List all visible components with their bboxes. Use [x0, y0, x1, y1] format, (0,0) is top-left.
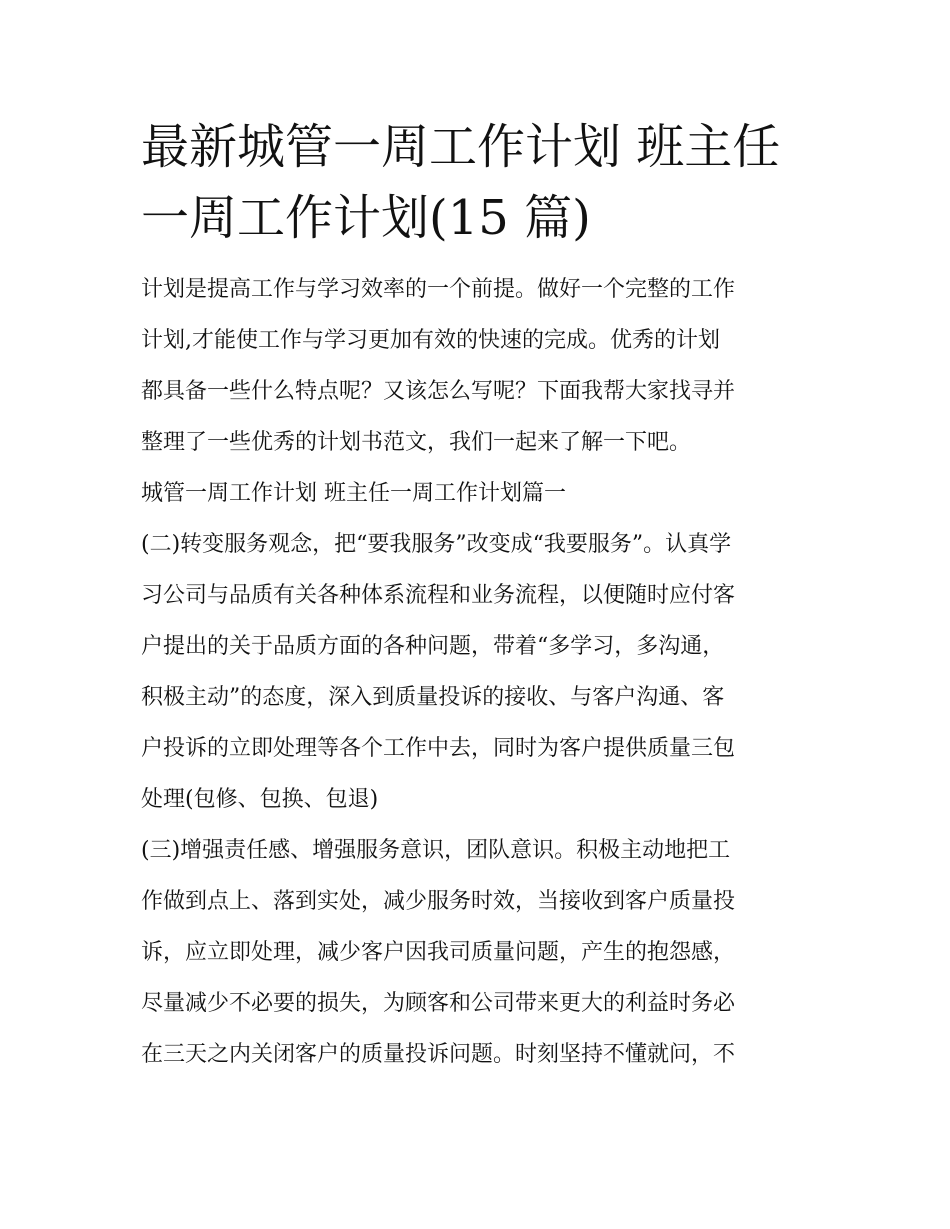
section-heading-text: 城管一周工作计划 班主任一周工作计划篇一: [141, 481, 566, 506]
intro-line: 计划,才能使工作与学习更加有效的快速的完成。优秀的计划: [141, 328, 720, 353]
item-2-line: 积极主动”的态度，深入到质量投诉的接收、与客户沟通、客: [141, 685, 725, 710]
item-2-line: 户投诉的立即处理等各个工作中去，同时为客户提供质量三包: [141, 736, 736, 761]
intro-line: 都具备一些什么特点呢？又该怎么写呢？下面我帮大家找寻并: [141, 379, 736, 404]
document-page: [141, 112, 813, 1080]
intro-paragraph: [141, 264, 813, 468]
item-2-line: 习公司与品质有关各种体系流程和业务流程，以便随时应付客: [141, 583, 736, 608]
item-2-line: 户提出的关于品质方面的各种问题，带着“多学习，多沟通，: [141, 634, 725, 659]
item-3-line: 作做到点上、落到实处，减少服务时效，当接收到客户质量投: [141, 889, 736, 914]
item-3-line: (三)增强责任感、增强服务意识，团队意识。积极主动地把工: [141, 838, 731, 863]
intro-line: 计划是提高工作与学习效率的一个前提。做好一个完整的工作: [141, 277, 736, 302]
title-line-1: 最新城管一周工作计划 班主任: [141, 119, 781, 175]
section-heading: [141, 468, 813, 519]
item-2-line: (二)转变服务观念，把“要我服务”改变成“我要服务”。认真学: [141, 532, 732, 557]
title-line-2: 一周工作计划(15 篇): [141, 190, 591, 246]
item-3-paragraph: [141, 825, 813, 1080]
item-3-line: 尽量减少不必要的损失，为顾客和公司带来更大的利益时务必: [141, 991, 736, 1016]
item-2-line: 处理(包修、包换、包退): [141, 787, 379, 812]
intro-line: 整理了一些优秀的计划书范文，我们一起来了解一下吧。: [141, 430, 692, 455]
item-2-paragraph: [141, 519, 813, 825]
document-title: [141, 112, 813, 254]
item-3-line: 在三天之内关闭客户的质量投诉问题。时刻坚持不懂就问，不: [141, 1042, 736, 1067]
item-3-line: 诉，应立即处理，减少客户因我司质量问题，产生的抱怨感，: [141, 940, 736, 965]
